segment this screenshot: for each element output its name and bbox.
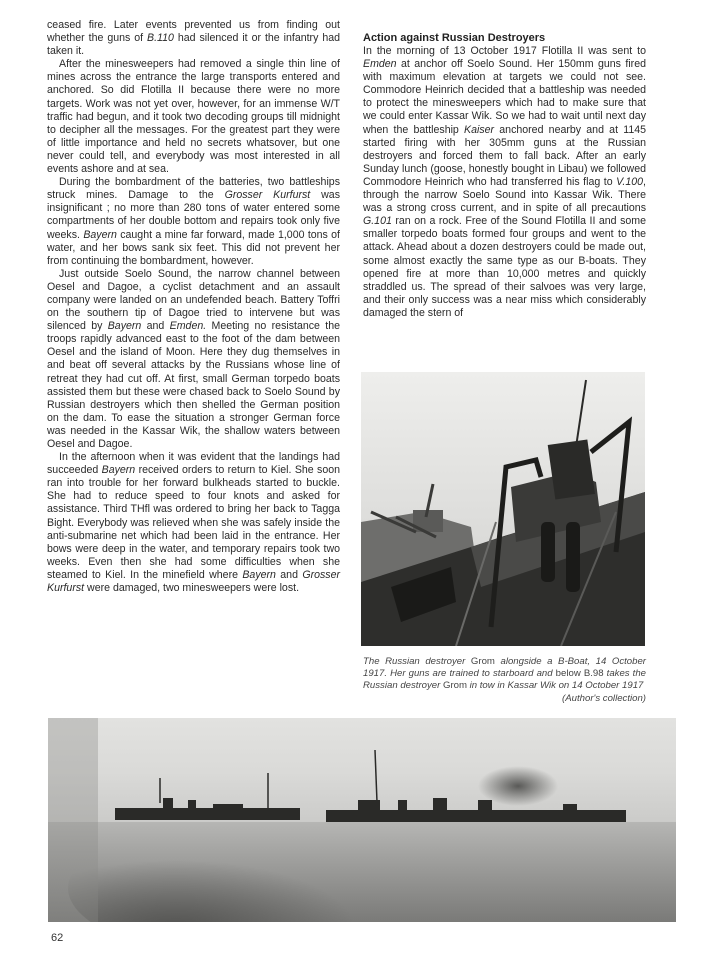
right-text-column	[363, 32, 646, 320]
photo-destroyer-grom-alongside	[361, 372, 645, 646]
italic-text: Bayern	[242, 568, 276, 581]
italic-text: The Russian destroyer	[363, 656, 471, 667]
paragraph	[47, 19, 340, 58]
italic-text: B.110	[147, 32, 174, 45]
paragraph	[47, 176, 340, 268]
text-run: and	[141, 320, 170, 333]
italic-text: takes the Russian destroyer	[363, 668, 647, 692]
text-run: caught a mine far forward, made 1,000 tons of water, and her bows sank six feet. This did not prevent her from continuing the bombardment, however.	[47, 228, 340, 267]
photo-credit: (Author's collection)	[562, 692, 646, 704]
photo-destroyer-grom-alongside-icon	[361, 372, 645, 646]
photo-destroyers-at-sea-icon	[48, 718, 676, 922]
italic-text: Kaiser	[464, 123, 495, 136]
page-number: 62	[51, 932, 64, 944]
text-run: Just outside Soelo Sound, the narrow channel between Oesel and Dagoe, a cyclist detachment and an assault company were landed on an undefended beach. Battery Toffri on the southern tip of Dagoe tried to intervene but was silenced by	[47, 267, 340, 333]
paragraph	[47, 58, 340, 176]
italic-text: Emden.	[169, 320, 207, 333]
text-run: at anchor off Soelo Sound. Her 150mm guns fired with maximum elevation at targets we could not see. Commodore Heinrich decided that a battleship was needed to protect the minesweepers which had to make sure that we could enter Kassar Wik. So we had to wait until next day when the battleship	[363, 58, 646, 136]
section-heading: Action against Russian Destroyers	[363, 32, 546, 44]
italic-text: Emden	[363, 58, 397, 71]
italic-text: Bayern	[83, 228, 117, 241]
left-text-column	[47, 19, 340, 595]
text-run: , through the narrow Soelo Sound into Kassar Wik. There was a strong cross current, and in spite of all precautions	[363, 175, 646, 215]
text-run: was insignificant ; no more than 280 tons of water entered some compartments of her double bottom and repairs took only five weeks.	[47, 189, 340, 241]
italic-text: Bayern	[101, 464, 136, 477]
italic-text: Grosser Kurfurst	[224, 189, 311, 202]
text-run: received orders to return to Kiel. She soon ran into trouble for her forward bulkheads started to buckle. She had to reduce speed to four knots and asked for assistance. Third THfl was ordered to bring her back to Tagga Bight. Everybody was relieved when she was safely inside the anti-submarine net which had been laid in the entrance. Her bows were deep in the water, and temporary repairs took two weeks. Even then she had some difficulties when she steamed to Kiel. In the minefield where	[47, 464, 341, 581]
text-run: ceased fire. Later events prevented us from finding out whether the guns of	[47, 19, 340, 45]
photo-destroyers-at-sea	[48, 718, 676, 922]
text-run: In the morning of 13 October 1917 Flotilla II was sent to	[363, 45, 646, 57]
paragraph	[47, 451, 340, 595]
text-run: anchored nearby and at 1145 started firing with her 305mm guns at the Russian destroyers and forced them to fall back. After an early Sunday lunch (goose, honestly bought in Libau) we followed Commodore Heinrich who had transferred his flag to	[363, 123, 646, 188]
text-run: During the bombardment of the batteries, two battleships struck mines. Damage to the	[47, 176, 340, 202]
text-run: and	[275, 568, 303, 581]
italic-text: G.101	[363, 215, 392, 228]
text-run: After the minesweepers had removed a single thin line of mines across the entrance the large transports entered and anchored. So did Flotilla II because there were no more targets. Work was not yet over, however, for an immense W/T traffic had begun, and it took two decoding groups till midnight to decipher all the messages. For the greatest part they were of little importance and held no secrets whatsover, but one never could tell, and everybody was most interested in all events ashore and at sea.	[47, 58, 340, 176]
text-run: were damaged, two minesweepers were lost.	[84, 582, 300, 595]
paragraph	[363, 45, 646, 320]
right-body-text	[363, 45, 646, 320]
paragraph	[47, 268, 340, 451]
text-run: Meeting no resistance the troops rapidly advanced east to the foot of the dam between Oesel and the island of Moon. Here they dug themselves in and beat off several attacks by the Russians whose line of retreat they had cut off. At first, small German torpedo boats assisted them but these were chased back to Soelo Sound by Russian destroyers which then shelled the German position on the dam. To ease the situation a stronger German force was needed in the Kassar Wik, the shallow waters between Oesel and Dagoe.	[47, 320, 340, 450]
text-run: ran on a rock. Free of the Sound Flotilla II and some smaller torpedo boats formed four groups and went to the attack. Ahead about a dozen destroyers could be made out, some almost exactly the same type as our B-boats. They opened fire at more than 10,000 metres and quickly straddled us. The spread of their salvoes was very large, and their only success was a near miss which considerably damaged the stern of	[363, 215, 646, 319]
text-run: In the afternoon when it was evident that the landings had succeeded	[47, 451, 340, 477]
italic-text: V.100	[616, 175, 644, 188]
text-run: below B.98	[552, 668, 607, 680]
text-run: Grom	[442, 680, 467, 692]
figure-caption	[363, 656, 646, 705]
text-run: Grom	[470, 656, 495, 667]
text-run: had silenced it or the infantry had taken it.	[47, 32, 340, 58]
italic-text: alongside a B-Boat, 14 October 1917. Her guns are trained to starboard and	[363, 656, 646, 680]
italic-text: in tow in Kassar Wik on 14 October 1917	[466, 680, 644, 692]
caption-text	[363, 656, 646, 691]
italic-text: Bayern	[107, 320, 142, 333]
italic-text: Grosser Kurfurst	[47, 568, 341, 595]
